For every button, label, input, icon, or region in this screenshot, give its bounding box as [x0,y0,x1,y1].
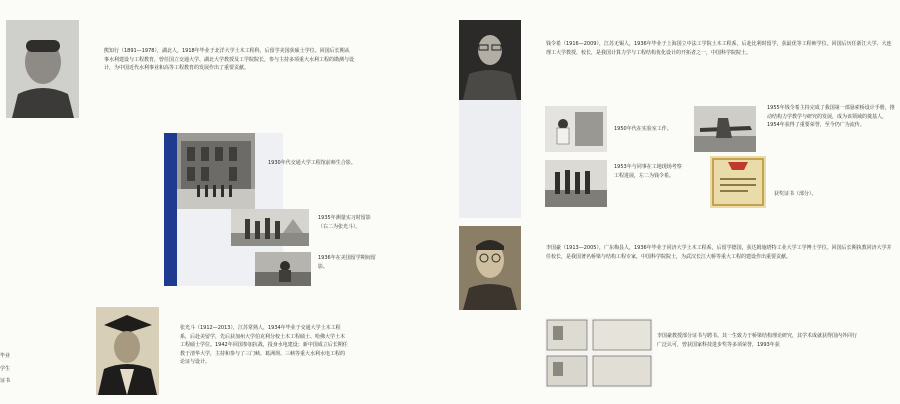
edge-text-3: 证书 [0,378,11,384]
bio-text-1: 熊知行（1891—1978），湖北人，1918年毕业于北洋大学土木工程科，后留学美国获硕士学位。回国后长期从事水利建设与工程教育，曾任国立交通大学、湖北大学教授及工学院院长，参与主持多项重大水利工程的勘测与设计，为中国近代水利事业和高等工程教育的发展作出了重要贡献。 [104,48,354,72]
aircraft-photo [694,106,756,152]
accent-bar [164,133,177,286]
bio-text-4: 李国豪（1913—2005），广东梅县人，1936年毕业于同济大学土木工程系，后留学德国，获达姆施塔特工业大学工学博士学位。回国后长期执教同济大学并任校长，是我国著名桥梁与结构工程专家，中国科学院院士，为武汉长江大桥等重大工程的建设作出重要贡献。 [546,245,892,260]
field-survey-photo [231,209,309,246]
caption-6: 1955年钱令希主持完成了我国第一部悬索桥设计手册，推动结构力学教学与研究的发展，成为该领域的奠基人，1954年获得了重要荣誉，至今仍广为流传。 [767,105,895,129]
edge-text-1: 毕业 [0,353,11,359]
caption-2: 1935年测量实习时留影（右二为张光斗）。 [318,215,371,230]
bio-text-3: 钱令希（1916—2009），江苏无锡人，1936年毕业于上海国立中法工学院土木工程系，后赴比利时留学，获最优等工程师学位。回国后历任浙江大学、大连理工大学教授、校长，是我国计算力学与工程结构优化设计的开拓者之一，中国科学院院士。 [546,41,892,56]
portrait-young-man-glasses-photo [459,20,521,100]
caption-3: 1936年在美国留学期间留影。 [318,255,376,270]
caption-5: 1953年与同事在工地现场考察工程进展，左二为钱令希。 [614,164,682,179]
caption-7: 获奖证书（部分）。 [774,191,817,197]
caption-1: 1930年代交通大学工程馆前师生合影。 [268,160,356,166]
bio-text-5: 李国豪教授部分证书与聘书。其一生致力于桥梁结构理论研究，其学术成就获得国内外同行广泛认可，曾获国家科技进步奖等多项荣誉，1993年获 [657,333,857,348]
study-abroad-photo [255,252,311,286]
site-inspection-photo [545,160,607,207]
bio-text-2: 张光斗（1912—2013），江苏常熟人，1934年毕业于交通大学土木工程系，后赴美留学，先后获加州大学伯克利分校土木工程硕士、哈佛大学土木工程硕士学位。1942年回国参加抗战，投身水电建设；新中国成立后长期任教于清华大学，主持和参与了三门峡、葛洲坝、三峡等重大水利水电工程的论证与设计。 [180,325,348,366]
portrait-man-round-glasses-photo [459,226,521,310]
building-group-photo [177,133,255,209]
lab-work-photo [545,106,607,152]
caption-4: 1950年代在实验室工作。 [614,126,672,132]
graduation-portrait-photo [96,307,159,395]
side-panel-background [459,100,521,218]
portrait-elder-man-photo [6,20,79,118]
edge-text-2: 学生 [0,366,11,372]
certificates-collage-photo [545,318,653,388]
award-certificate-photo [710,156,766,208]
